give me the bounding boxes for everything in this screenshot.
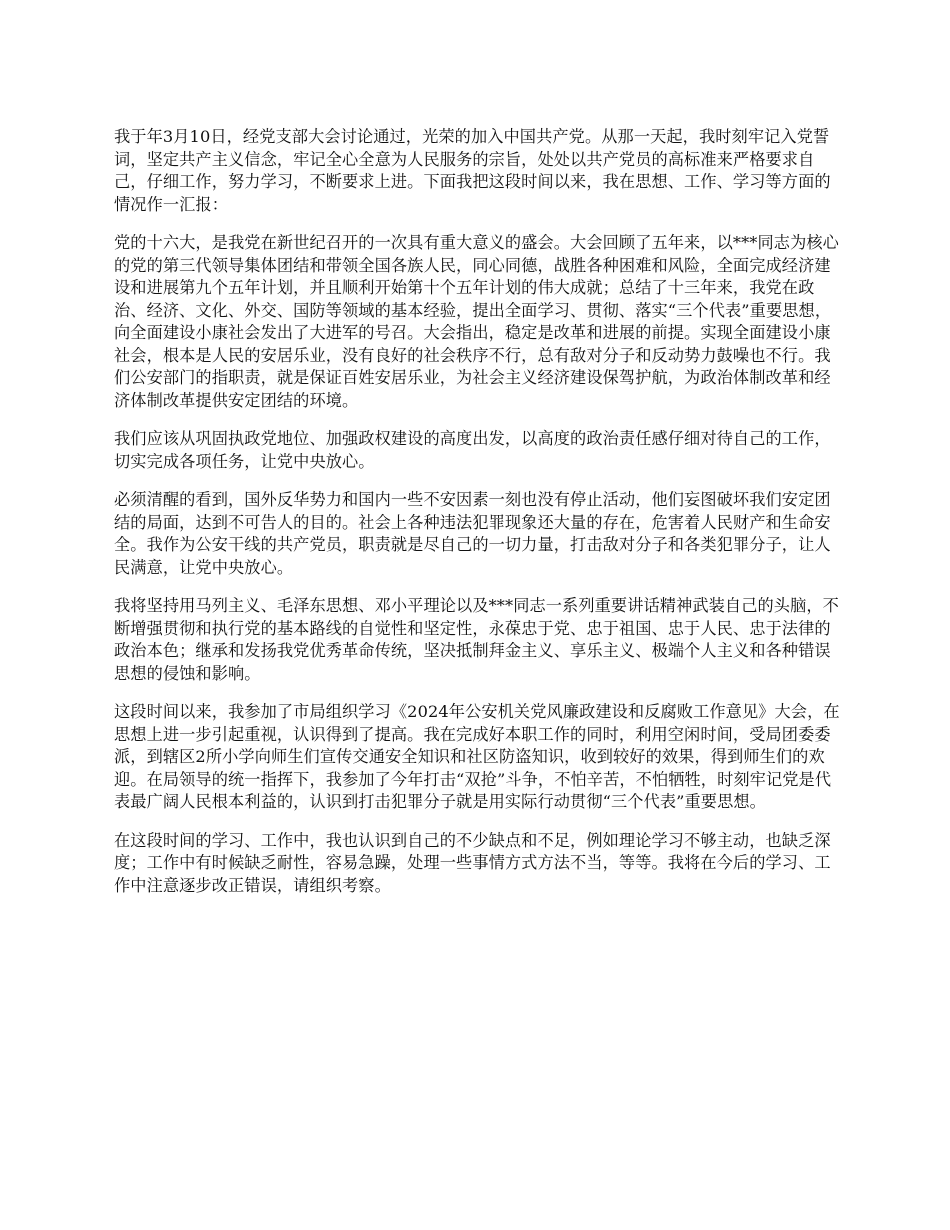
paragraph-3: 我们应该从巩固执政党地位、加强政权建设的高度出发，以高度的政治责任感仔细对待自己的工作，切实完成各项任务，让党中央放心。: [114, 429, 831, 471]
paragraph-7: 在这段时间的学习、工作中，我也认识到自己的不少缺点和不足，例如理论学习不够主动，也缺乏深度；工作中有时候缺乏耐性，容易急躁，处理一些事情方式方法不当，等等。我将在今后的学习、工作中注意逐步改正错误，请组织考察。: [114, 830, 831, 895]
paragraph-2: 党的十六大，是我党在新世纪召开的一次具有重大意义的盛会。大会回顾了五年来，以***同志为核心的党的第三代领导集体团结和带领全国各族人民，同心同德，战胜各种困难和风险，全面完成经济建设和进展第九个五年计划，并且顺利开始第十个五年计划的伟大成就；总结了十三年来，我党在政治、经济、文化、外交、国防等领域的基本经验，提出全面学习、贯彻、落实“三个代表”重要思想，向全面建设小康社会发出了大进军的号召。大会指出，稳定是改革和进展的前提。实现全面建设小康社会，根本是人民的安居乐业，没有良好的社会秩序不行，总有敌对分子和反动势力鼓噪也不行。我们公安部门的指职责，就是保证百姓安居乐业，为社会主义经济建设保驾护航，为政治体制改革和经济体制改革提供安定团结的环境。: [114, 233, 839, 410]
paragraph-1: 我于年3月10日，经党支部大会讨论通过，光荣的加入中国共产党。从那一天起，我时刻牢记入党誓词，坚定共产主义信念，牢记全心全意为人民服务的宗旨，处处以共产党员的高标准来严格要求自己，仔细工作，努力学习，不断要求上进。下面我把这段时间以来，我在思想、工作、学习等方面的情况作一汇报：: [114, 127, 831, 214]
paragraph-5: 我将坚持用马列主义、毛泽东思想、邓小平理论以及***同志一系列重要讲话精神武装自己的头脑，不断增强贯彻和执行党的基本路线的自觉性和坚定性，永葆忠于党、忠于祖国、忠于人民、忠于法律的政治本色；继承和发扬我党优秀革命传统，坚决抵制拜金主义、享乐主义、极端个人主义和各种错误思想的侵蚀和影响。: [114, 596, 839, 683]
document-body: [114, 126, 842, 913]
paragraph-6: 这段时间以来，我参加了市局组织学习《2024年公安机关党风廉政建设和反腐败工作意见》大会，在思想上进一步引起重视，认识得到了提高。我在完成好本职工作的同时，利用空闲时间，受局团委委派，到辖区2所小学向师生们宣传交通安全知识和社区防盗知识，收到较好的效果，得到师生们的欢迎。在局领导的统一指挥下，我参加了今年打击“双抢”斗争，不怕辛苦，不怕牺牲，时刻牢记党是代表最广阔人民根本利益的，认识到打击犯罪分子就是用实际行动贯彻“三个代表”重要思想。: [114, 702, 840, 811]
paragraph-4: 必须清醒的看到，国外反华势力和国内一些不安因素一刻也没有停止活动，他们妄图破坏我们安定团结的局面，达到不可告人的目的。社会上各种违法犯罪现象还大量的存在，危害着人民财产和生命安全。我作为公安干线的共产党员，职责就是尽自己的一切力量，打击敌对分子和各类犯罪分子，让人民满意，让党中央放心。: [114, 490, 831, 577]
